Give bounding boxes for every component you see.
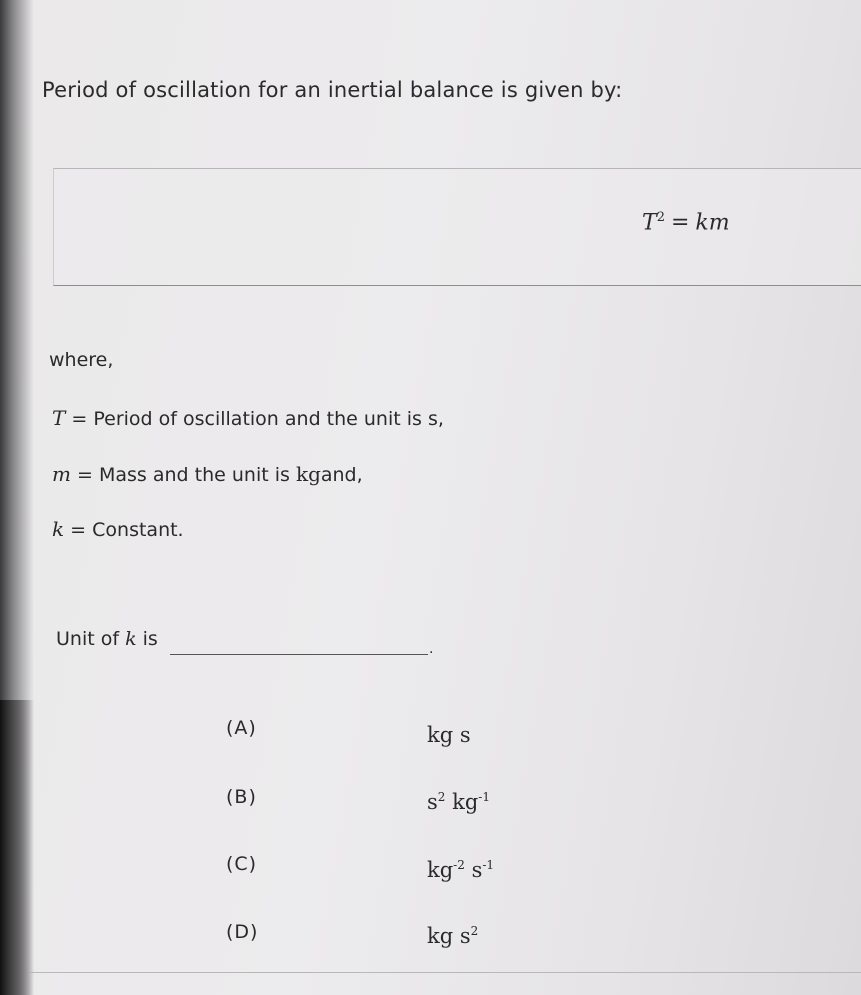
page-edge-shadow-lower [0, 700, 34, 995]
definition-text: Constant. [92, 519, 184, 541]
unit-base: kg [427, 858, 454, 882]
where-label: where, [49, 349, 114, 371]
formula-lhs-exp: 2 [656, 210, 665, 225]
definition-eq: = [70, 519, 87, 541]
unit-exponent: -1 [478, 790, 490, 804]
question-var: k [125, 628, 137, 650]
option-a-unit[interactable] [427, 723, 471, 747]
unit-base: s [471, 858, 483, 882]
option-d-label[interactable]: (D) [226, 921, 259, 943]
unit-base: s [459, 723, 471, 747]
unit-base: kg [427, 723, 454, 747]
definition-var: T [52, 406, 66, 430]
option-c-unit[interactable] [427, 858, 494, 882]
unit-base: s [459, 924, 471, 948]
definition-eq: = [77, 464, 93, 486]
option-b-unit[interactable] [427, 790, 490, 814]
question-prompt [56, 628, 158, 650]
definition-m [52, 462, 363, 486]
question-end: . [429, 641, 434, 657]
formula-lhs-var: T [642, 210, 657, 236]
definition-var: k [52, 517, 65, 541]
definition-eq: = [71, 408, 88, 430]
unit-exponent: 2 [437, 790, 446, 804]
definition-var: m [52, 462, 71, 486]
bottom-divider [30, 972, 861, 973]
definition-text: Mass and the unit is [98, 464, 290, 486]
unit-base: kg [452, 790, 479, 814]
formula-equals: = [670, 210, 690, 236]
question-suffix: is [142, 628, 158, 650]
option-d-unit[interactable] [427, 924, 478, 948]
option-a-label[interactable]: (A) [226, 717, 257, 739]
formula-box [53, 168, 861, 286]
unit-exponent: -1 [482, 858, 495, 872]
unit-base: s [427, 790, 438, 814]
question-intro: Period of oscillation for an inertial balance is given by: [42, 78, 623, 102]
formula [642, 210, 730, 235]
answer-blank [170, 654, 428, 655]
unit-exponent: -2 [453, 858, 465, 872]
question-prefix: Unit of [56, 628, 120, 650]
definition-T [52, 406, 444, 430]
definition-unit: kg [295, 462, 321, 486]
formula-rhs: km [695, 210, 730, 236]
unit-exponent: 2 [470, 924, 479, 938]
unit-base: kg [427, 924, 454, 948]
option-c-label[interactable]: (C) [226, 853, 258, 875]
definition-text-after: and, [320, 464, 363, 486]
definition-k [52, 517, 184, 541]
option-b-label[interactable]: (B) [226, 786, 257, 808]
definition-text: Period of oscillation and the unit is s, [93, 408, 444, 430]
